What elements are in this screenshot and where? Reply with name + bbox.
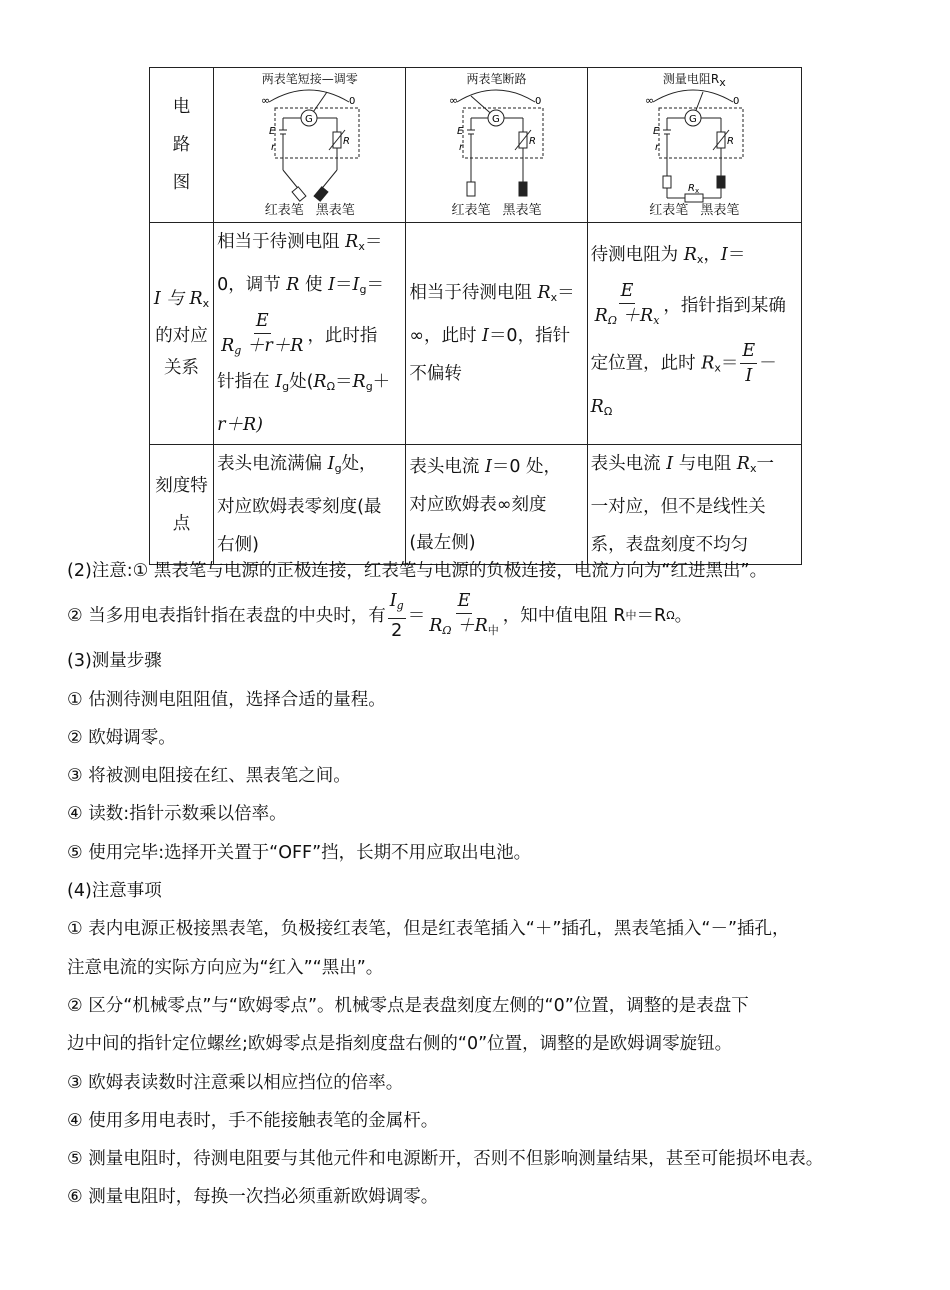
- sym-sub: Ω: [442, 624, 452, 638]
- relation-line: [591, 279, 798, 333]
- sym: R: [221, 336, 235, 356]
- sym: R: [313, 372, 327, 392]
- rx-label-sub: x: [694, 187, 699, 195]
- text: ＝0 处，: [491, 456, 562, 477]
- text: ∞，此时: [409, 326, 483, 346]
- text: 使: [299, 275, 329, 295]
- text: 定位置，此时: [590, 353, 702, 374]
- relation-line: r＋R): [217, 415, 263, 435]
- note-line: ② 区分“机械零点”与“欧姆零点”。机械零点是表盘刻度左侧的“0”位置，调整的是表盘下: [67, 995, 749, 1016]
- scale-line: 对应欧姆表∞刻度: [409, 494, 547, 515]
- diagram-title-sub: x: [719, 76, 726, 89]
- row-header-char: 电: [172, 97, 191, 117]
- row-header-line: [154, 283, 209, 320]
- numerator: E: [456, 589, 473, 614]
- note-line: (2)注意:① 黑表笔与电源的正极连接，红表笔与电源的负极连接，电流方向为“红进黑出”。: [67, 561, 768, 581]
- relation-line: [217, 309, 402, 363]
- sym: R: [590, 397, 604, 417]
- text: 待测电阻为: [590, 245, 684, 265]
- sym-sub: g: [234, 344, 242, 357]
- numerator: E: [619, 279, 636, 304]
- rh-ir-sub: x: [202, 297, 210, 310]
- note-line: ④ 使用多用电表时，手不能接触表笔的金属杆。: [67, 1110, 439, 1131]
- red-probe-label: 红表笔: [451, 203, 491, 218]
- text: 相当于待测电阻: [217, 232, 346, 252]
- sym: ＋R: [451, 616, 488, 637]
- relation-line: [217, 266, 402, 309]
- section-heading: (3)测量步骤: [67, 651, 162, 672]
- sym: I: [484, 456, 492, 477]
- zero-label: 0: [732, 96, 740, 107]
- scale-line: (最左侧): [409, 532, 476, 553]
- ohmmeter-table: [149, 67, 802, 565]
- text: 与电阻: [673, 454, 737, 474]
- fraction: [219, 309, 305, 363]
- text: 0，调节: [217, 275, 287, 295]
- text: －: [759, 353, 777, 374]
- relation-line: [409, 317, 583, 355]
- sym-sub: x: [749, 462, 757, 475]
- scale-line: 右侧): [217, 535, 259, 555]
- diagram-title: 两表笔断路: [466, 72, 527, 86]
- relation-line: [591, 236, 798, 279]
- note-line: ③ 欧姆表读数时注意乘以相应挡位的倍率。: [67, 1072, 404, 1093]
- text: 表头电流: [590, 454, 667, 474]
- sym-sub: g: [282, 380, 290, 393]
- sym: I: [328, 275, 336, 295]
- circuit-diagram-cell-zeroing: [214, 68, 406, 223]
- sym: I: [482, 326, 489, 346]
- sym: R: [537, 283, 551, 303]
- text: ＝: [407, 606, 426, 627]
- scale-line: [409, 448, 583, 486]
- text: ② 当多用电表指针指在表盘的中央时，有: [67, 606, 386, 627]
- rh-ir: I 与 R: [153, 289, 203, 309]
- sym: I: [327, 454, 335, 474]
- infinity-label: ∞: [449, 94, 459, 107]
- text: 。: [674, 606, 693, 627]
- text: ＝0，指针: [488, 326, 571, 346]
- table-row-circuit: [150, 68, 802, 223]
- infinity-label: ∞: [261, 94, 271, 107]
- relation-open: [406, 223, 587, 445]
- row-header-line: 的对应: [155, 326, 208, 346]
- text: ＝: [557, 283, 575, 303]
- note-line: 边中间的指针定位螺丝;欧姆零点是指刻度盘右侧的“0”位置，调整的是欧姆调零旋钮。: [67, 1034, 733, 1055]
- scale-line: 一对应，但不是线性关: [590, 497, 766, 517]
- internal-r-label: r: [271, 142, 276, 153]
- text: 相当于待测电阻: [409, 283, 538, 303]
- notes-section: [67, 552, 897, 1217]
- text: ，指针指到某确: [663, 296, 786, 316]
- step-line: ⑤ 使用完毕:选择开关置于“OFF”挡，长期不用应取出电池。: [67, 842, 532, 863]
- fraction: [593, 279, 662, 333]
- row-header-char: 路: [172, 135, 191, 155]
- diagram-title-text: 测量电阻R: [662, 72, 720, 86]
- sym-sub: x: [550, 291, 558, 304]
- sym-sub: x: [714, 361, 721, 375]
- fraction: [427, 589, 501, 643]
- text: ＝: [727, 245, 746, 265]
- step-line: ② 欧姆调零。: [67, 727, 176, 748]
- zero-label: 0: [349, 96, 356, 107]
- fraction: [740, 339, 757, 388]
- table-row-relation: [150, 223, 802, 445]
- resistor-label: R: [529, 136, 537, 147]
- relation-line: [217, 223, 402, 266]
- numerator: E: [740, 339, 757, 364]
- step-line: ① 估测待测电阻阻值，选择合适的量程。: [67, 689, 386, 710]
- row-header-scale: [150, 445, 214, 565]
- relation-line: [409, 274, 583, 317]
- note-line: 注意电流的实际方向应为“红入”“黑出”。: [67, 957, 384, 978]
- text: ＝: [335, 275, 353, 295]
- scale-open: [406, 445, 587, 565]
- text: ＝R: [636, 606, 667, 627]
- row-header-line: 刻度特: [155, 475, 208, 496]
- text: 针指在: [217, 372, 276, 392]
- sym-sub: g: [365, 380, 373, 393]
- zero-label: 0: [535, 96, 542, 107]
- scale-measure: [587, 445, 801, 565]
- scale-line: 系，表盘刻度不均匀: [590, 535, 749, 555]
- text: ＝: [364, 232, 383, 252]
- black-probe-label: 黑表笔: [700, 203, 740, 218]
- sym: ＋R: [616, 306, 654, 326]
- resistor-label: R: [343, 136, 351, 147]
- fraction: [388, 589, 406, 643]
- relation-line: [217, 363, 402, 406]
- sym-sub: x: [696, 253, 704, 266]
- denominator: 2: [391, 621, 403, 642]
- infinity-label: ∞: [644, 94, 654, 107]
- sym-sub: Ω: [603, 405, 613, 418]
- sym: R: [683, 245, 697, 265]
- scale-line: [217, 445, 402, 488]
- sym: R: [594, 306, 608, 326]
- text: ＋: [372, 372, 391, 392]
- scale-line: [591, 445, 798, 488]
- sym: R: [736, 454, 750, 474]
- numerator: [388, 589, 406, 619]
- denominator: [219, 334, 305, 363]
- text: 一: [756, 454, 774, 474]
- row-header-line: 关系: [164, 358, 200, 378]
- sym: I: [720, 245, 728, 265]
- sym-sub: Ω: [666, 609, 675, 623]
- row-header-char: 图: [172, 173, 191, 193]
- text: 处(: [289, 372, 314, 392]
- sym: R: [352, 372, 366, 392]
- note-line: ⑥ 测量电阻时，每换一次挡必须重新欧姆调零。: [67, 1187, 439, 1208]
- denominator: I: [745, 366, 753, 386]
- black-probe-label: 黑表笔: [315, 203, 355, 218]
- sym-sub: Ω: [326, 380, 335, 393]
- text: ＝: [720, 353, 739, 374]
- relation-zeroing: [214, 223, 406, 445]
- section-heading: (4)注意事项: [67, 881, 162, 902]
- text: 表头电流满偏: [217, 454, 328, 474]
- text: ，: [703, 245, 721, 265]
- relation-line: 不偏转: [409, 364, 462, 384]
- red-probe-label: 红表笔: [649, 203, 689, 218]
- internal-r-label: r: [654, 142, 659, 153]
- circuit-diagram-cell-measure: [587, 68, 801, 223]
- scale-line: 对应欧姆表零刻度(最: [217, 497, 382, 517]
- sym: I: [389, 591, 397, 612]
- diagram-title: 两表笔短接—调零: [261, 72, 358, 86]
- relation-line: [591, 388, 798, 431]
- galvanometer-label: G: [492, 114, 501, 125]
- black-probe-label: 黑表笔: [502, 203, 542, 218]
- text: ，此时指: [307, 326, 378, 346]
- sym: I: [275, 372, 283, 392]
- scale-zeroing: [214, 445, 406, 565]
- circuit-diagram-open: [409, 70, 583, 220]
- sym-sub: g: [396, 599, 404, 613]
- sym-sub: x: [653, 314, 660, 327]
- sym-sub: 中: [487, 624, 499, 638]
- resistor-label: R: [726, 136, 734, 147]
- relation-line: [591, 339, 798, 388]
- text: ＝: [335, 372, 353, 392]
- step-line: ④ 读数:指针示数乘以倍率。: [67, 804, 287, 825]
- text: 表头电流: [409, 456, 485, 477]
- row-header-relation: [150, 223, 214, 445]
- relation-measure: [587, 223, 801, 445]
- sym: R: [701, 353, 715, 374]
- sym-sub: x: [358, 240, 365, 253]
- sym-sub: Ω: [607, 314, 617, 327]
- note-line: ① 表内电源正极接黑表笔，负极接红表笔，但是红表笔插入“＋”插孔，黑表笔插入“－”插孔，: [67, 919, 790, 940]
- row-header-line: 点: [172, 513, 191, 534]
- row-header-circuit: [150, 68, 214, 223]
- text: ，知中值电阻 R: [502, 606, 626, 627]
- sym-sub: g: [359, 283, 367, 296]
- emf-label: E: [269, 126, 276, 137]
- sym-sub: 中: [625, 609, 637, 623]
- sym: R: [345, 232, 359, 252]
- emf-label: E: [457, 126, 464, 137]
- emf-label: E: [652, 126, 659, 137]
- table-row-scale: [150, 445, 802, 565]
- denominator: [427, 614, 501, 643]
- galvanometer-label: G: [688, 114, 697, 125]
- sym-sub: g: [334, 462, 342, 475]
- denominator: [593, 304, 662, 333]
- numerator: E: [254, 309, 271, 334]
- sym: R: [286, 275, 300, 295]
- note-formula-line: [67, 590, 897, 642]
- red-probe-label: 红表笔: [264, 203, 304, 218]
- sym: I: [666, 454, 674, 474]
- sym: I: [352, 275, 360, 295]
- circuit-diagram-measure: [591, 70, 798, 220]
- text: 处，: [341, 454, 377, 474]
- circuit-diagram-cell-open: [406, 68, 587, 223]
- note-line: ⑤ 测量电阻时，待测电阻要与其他元件和电源断开，否则不但影响测量结果，甚至可能损坏电表。: [67, 1149, 824, 1170]
- sym: R: [429, 616, 443, 637]
- internal-r-label: r: [459, 142, 464, 153]
- rx-label: R: [687, 183, 695, 194]
- step-line: ③ 将被测电阻接在红、黑表笔之间。: [67, 766, 351, 787]
- galvanometer-label: G: [305, 114, 313, 125]
- text: ＝: [366, 275, 384, 295]
- sym: ＋r＋R: [241, 336, 304, 356]
- circuit-diagram-zeroing: [217, 70, 402, 220]
